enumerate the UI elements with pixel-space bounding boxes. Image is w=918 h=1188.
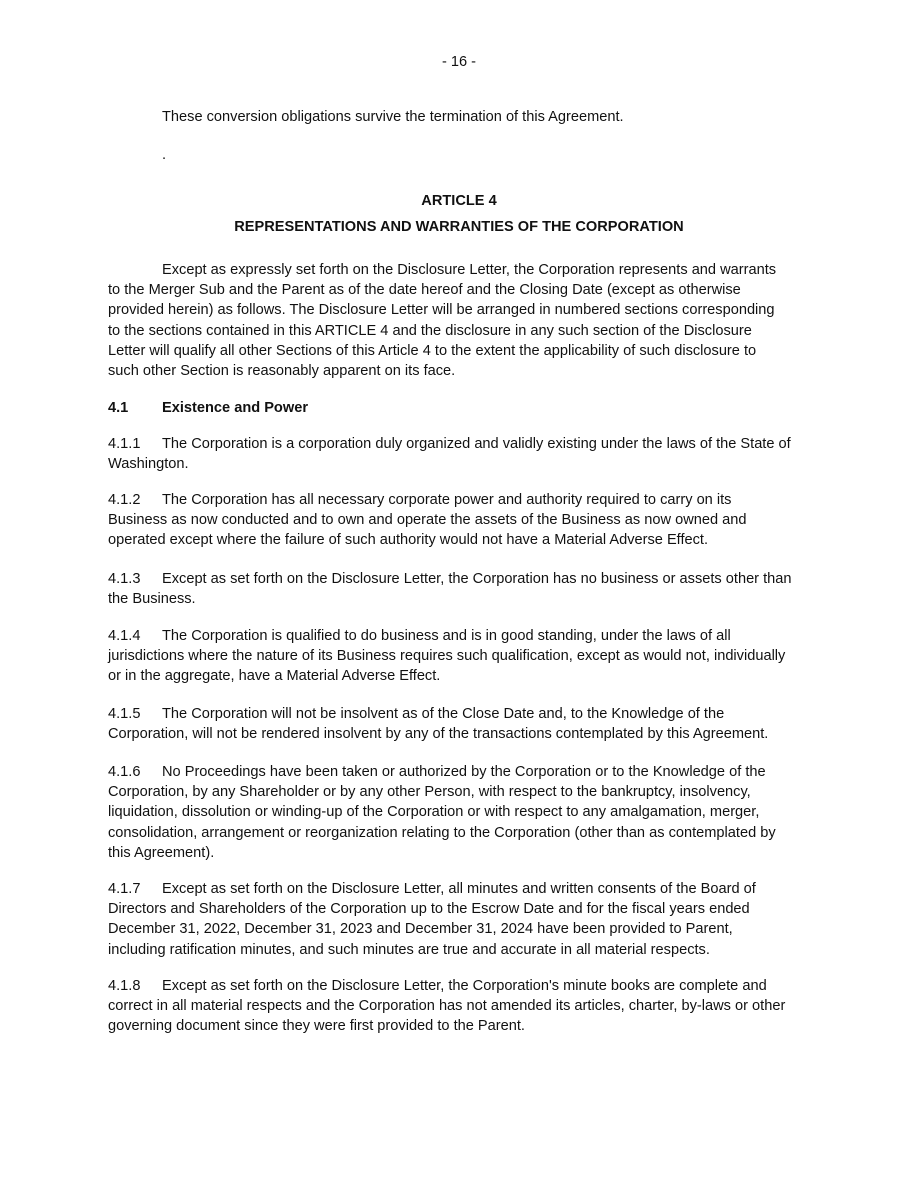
intro-line: These conversion obligations survive the termination of this Agreement. [162,109,624,125]
clause-number: 4.1.2 [108,492,141,508]
section-number: 4.1 [108,400,129,416]
clause-line [108,976,828,996]
paragraph-line: to the sections contained in this ARTICLE 4 and the disclosure in any such section of the Disclosure [108,322,752,339]
clause-line [108,490,828,510]
clause-line: jurisdictions where the nature of its Business requires such qualification, except as would not, individually [108,648,786,665]
clause-line: or in the aggregate, have a Material Adverse Effect. [108,668,441,685]
clause-4-1-2 [108,490,828,551]
clause-number: 4.1.8 [108,978,141,994]
clause-text: The Corporation will not be insolvent as of the Close Date and, to the Knowledge of the [162,706,725,722]
clause-line [108,626,828,646]
article-heading: REPRESENTATIONS AND WARRANTIES OF THE CORPORATION [234,219,684,235]
clause-text: Except as set forth on the Disclosure Letter, the Corporation has no business or assets other than [162,571,792,587]
clause-line: Business as now conducted and to own and operate the assets of the Business as now owned and [108,512,747,529]
clause-line [108,762,828,782]
clause-4-1-8 [108,976,828,1037]
paragraph-line: to the Merger Sub and the Parent as of the date hereof and the Closing Date (except as otherwise [108,282,741,299]
paragraph-line: such other Section is reasonably apparent on its face. [108,362,456,379]
clause-line: December 31, 2022, December 31, 2023 and December 31, 2024 have been provided to Parent, [108,921,733,938]
clause-4-1-6 [108,762,828,863]
clause-number: 4.1.3 [108,571,141,587]
clause-number: 4.1.1 [108,436,141,452]
clause-4-1-3 [108,569,828,609]
clause-line: consolidation, arrangement or reorganization relating to the Corporation (other than as contemplated by [108,824,776,841]
clause-line [108,704,828,724]
clause-number: 4.1.5 [108,706,141,722]
section-heading [108,398,828,418]
paragraph-line: provided herein) as follows. The Disclosure Letter will be arranged in numbered sections corresponding [108,302,775,319]
clause-line: operated except where the failure of such authority would not have a Material Adverse Effect. [108,532,709,549]
clause-4-1-7 [108,879,828,960]
clause-line [108,879,828,899]
clause-text: Except as set forth on the Disclosure Letter, all minutes and written consents of the Board of [162,881,756,897]
section-title: Existence and Power [162,400,308,416]
clause-number: 4.1.4 [108,628,141,644]
clause-text: The Corporation has all necessary corporate power and authority required to carry on its [162,492,732,508]
paragraph-line: Letter will qualify all other Sections of this Article 4 to the extent the applicability of such disclosure to [108,342,757,359]
clause-4-1-5 [108,704,828,744]
clause-text: No Proceedings have been taken or authorized by the Corporation or to the Knowledge of the [162,764,766,780]
clause-line: governing document since they were first provided to the Parent. [108,1018,525,1035]
clause-text: The Corporation is a corporation duly organized and validly existing under the laws of the State of [162,436,791,452]
clause-number: 4.1.6 [108,764,141,780]
clause-text: The Corporation is qualified to do business and is in good standing, under the laws of all [162,628,731,644]
clause-line [108,434,828,454]
clause-line: this Agreement). [108,844,215,861]
article-title: ARTICLE 4 [421,193,497,209]
clause-text: Except as set forth on the Disclosure Letter, the Corporation's minute books are complete and [162,978,767,994]
clause-line: Corporation, by any Shareholder or by any other Person, with respect to the bankruptcy, insolvency, [108,784,751,801]
clause-line: liquidation, dissolution or winding-up of the Corporation or with respect to any amalgamation, merger, [108,804,760,821]
stray-period: . [162,147,167,163]
clause-line: Corporation, will not be rendered insolvent by any of the transactions contemplated by this Agreement. [108,726,769,743]
clause-line: the Business. [108,591,196,608]
article-intro-paragraph [108,260,828,381]
clause-line: including ratification minutes, and such minutes are true and accurate in all material respects. [108,941,710,958]
clause-number: 4.1.7 [108,881,141,897]
clause-line: correct in all material respects and the Corporation has not amended its articles, charter, by-laws or other [108,998,786,1015]
clause-4-1-1 [108,434,828,474]
clause-line: Washington. [108,456,189,473]
paragraph-line: Except as expressly set forth on the Disclosure Letter, the Corporation represents and warrants [162,262,777,278]
clause-line [108,569,828,589]
page-number: - 16 - [441,54,477,70]
clause-line: Directors and Shareholders of the Corporation up to the Escrow Date and for the fiscal years ended [108,901,750,918]
clause-4-1-4 [108,626,828,687]
